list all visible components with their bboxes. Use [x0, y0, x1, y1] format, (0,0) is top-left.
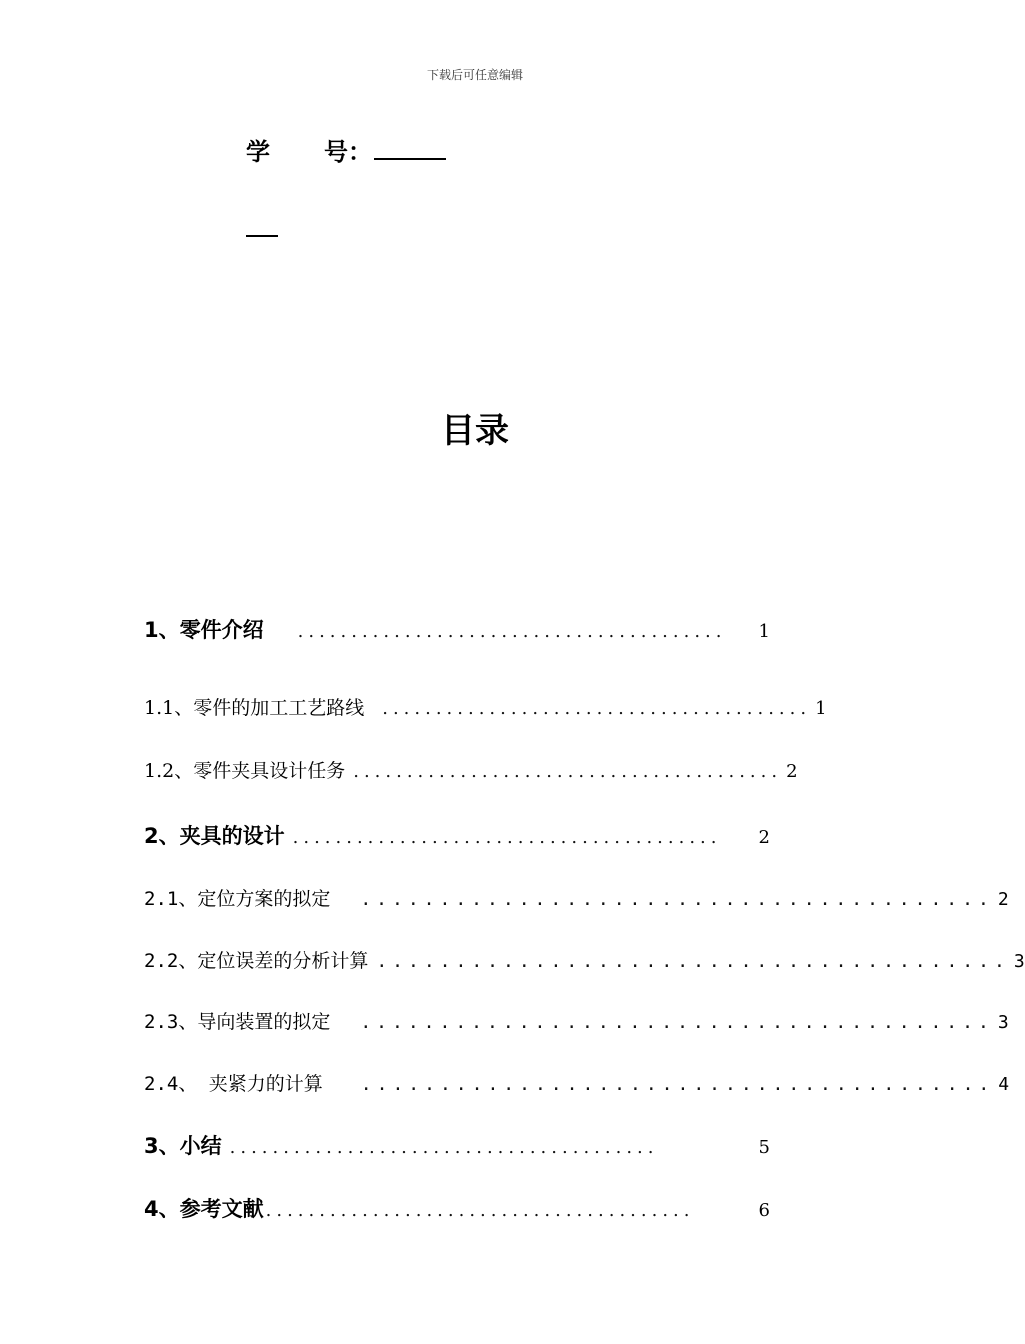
toc-leader-dots: ........................................	[292, 827, 722, 848]
toc-leader-dots: ........................................	[229, 1137, 659, 1158]
student-id-label-char1: 学	[246, 137, 270, 166]
toc-leader-dots: ........................................	[360, 1012, 994, 1033]
toc-leader-dots: ........................................	[382, 698, 812, 719]
toc-page-number: 3	[997, 1012, 1009, 1033]
toc-page-number: 1	[815, 698, 827, 719]
student-id-label-char2: 号：	[324, 137, 372, 166]
toc-entry-label: 3、小结	[144, 1134, 222, 1158]
toc-leader-dots: ........................................	[297, 621, 727, 642]
toc-leader-dots: ........................................	[265, 1200, 695, 1221]
toc-page-number: 3	[1013, 951, 1025, 972]
toc-entry-label: 2.2、定位误差的分析计算	[144, 950, 369, 972]
toc-entry[interactable]	[144, 884, 1009, 911]
toc-page-number: 1	[758, 621, 770, 642]
toc-entry-label: 1、零件介绍	[144, 618, 264, 642]
toc-entry-label: 1.1、零件的加工工艺路线	[144, 697, 365, 719]
student-id-field	[246, 132, 446, 167]
toc-entry-label: 2.3、导向装置的拟定	[144, 1011, 331, 1033]
toc-entry[interactable]	[144, 1193, 770, 1223]
toc-entry[interactable]	[144, 820, 770, 850]
toc-entry[interactable]	[144, 946, 1025, 973]
toc-page-number: 5	[758, 1137, 770, 1158]
toc-page-number: 2	[997, 889, 1009, 910]
toc-entry[interactable]	[144, 756, 798, 783]
toc-entry-label: 4、参考文献	[144, 1197, 264, 1221]
toc-entry[interactable]	[144, 1007, 1009, 1034]
student-id-blank-line-continued	[246, 235, 278, 237]
toc-entry[interactable]	[144, 614, 770, 644]
toc-leader-dots: ........................................	[353, 761, 783, 782]
toc-entry-label: 1.2、零件夹具设计任务	[144, 760, 346, 782]
toc-leader-dots: ........................................	[360, 1074, 995, 1095]
toc-entry-label: 2、夹具的设计	[144, 824, 285, 848]
toc-page-number: 2	[786, 761, 798, 782]
toc-entry-label: 2.1、定位方案的拟定	[144, 888, 331, 910]
toc-entry[interactable]	[144, 1069, 1010, 1096]
toc-leader-dots: ........................................	[360, 889, 994, 910]
toc-entry-label: 2.4、 夹紧力的计算	[144, 1073, 323, 1095]
toc-entry[interactable]	[144, 693, 827, 720]
page-header: 下载后可任意编辑	[426, 68, 523, 82]
toc-entry[interactable]	[144, 1130, 770, 1160]
toc-page-number: 4	[998, 1074, 1010, 1095]
student-id-blank-line	[374, 142, 446, 160]
toc-title: 目录	[441, 411, 509, 451]
toc-page-number: 2	[758, 827, 770, 848]
toc-leader-dots: ........................................	[376, 951, 1010, 972]
toc-page-number: 6	[758, 1200, 770, 1221]
